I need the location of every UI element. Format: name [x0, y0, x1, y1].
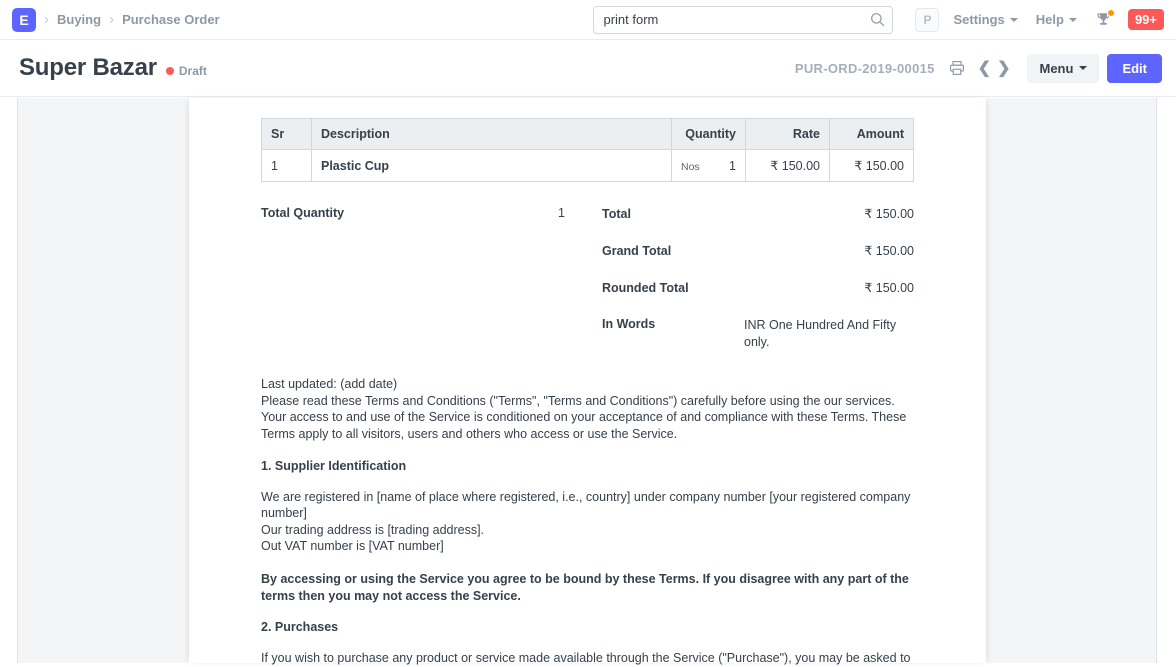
terms-para-1-line-2: Our trading address is [trading address].: [261, 522, 485, 537]
grand-total-value: ₹ 150.00: [864, 244, 914, 258]
breadcrumb-buying[interactable]: Buying: [57, 12, 102, 27]
totals-block: [587, 206, 914, 354]
work-area: [0, 98, 1176, 666]
cell-uom: Nos: [681, 160, 700, 173]
items-table: [261, 118, 914, 182]
in-words-row: [602, 317, 914, 350]
total-quantity-label: Total Quantity: [261, 206, 345, 220]
printer-icon: [949, 60, 965, 76]
items-table-body: [262, 150, 914, 182]
terms-intro-line-1: Please read these Terms and Conditions ("Terms", "Terms and Conditions") carefully before using the our services.: [261, 393, 895, 408]
settings-dropdown[interactable]: [953, 12, 1017, 27]
search-input[interactable]: [593, 6, 893, 34]
document-name: PUR-ORD-2019-00015: [794, 60, 935, 76]
edit-button[interactable]: Edit: [1107, 54, 1162, 83]
column-header-rate: Rate: [746, 119, 830, 150]
search-container: [593, 6, 893, 34]
notification-dot-icon: [1107, 9, 1115, 17]
status-dot-icon: [166, 67, 174, 75]
table-header-row: [262, 119, 914, 150]
terms-intro-line-2: Your access to and use of the Service is conditioned on your acceptance of and compliance with these Terms. These Terms apply to all visitors, users and others who access or use the Service.: [261, 410, 907, 441]
terms-heading-1: 1. Supplier Identification: [261, 458, 407, 473]
title-group: [19, 54, 207, 82]
cell-sr: 1: [262, 150, 312, 182]
settings-label: Settings: [953, 12, 1005, 27]
avatar[interactable]: P: [915, 8, 939, 32]
page-header: [0, 40, 1176, 97]
cell-rate: ₹ 150.00: [746, 150, 830, 182]
totals-section: [261, 206, 914, 354]
terms-last-updated: Last updated: (add date): [261, 377, 398, 391]
notification-count-badge[interactable]: 99+: [1128, 9, 1164, 30]
total-quantity-value: 1: [558, 206, 565, 220]
page-header-actions: [795, 54, 1162, 83]
status-label: Draft: [178, 64, 207, 78]
page-title: Super Bazar: [19, 54, 157, 81]
breadcrumb-separator-icon: ›: [109, 11, 115, 28]
total-quantity-block: [261, 206, 587, 354]
total-value: ₹ 150.00: [864, 207, 914, 221]
terms-para-1-line-1: We are registered in [name of place where registered, i.e., country] under company number [your registered company number]: [261, 489, 911, 521]
rounded-total-value: ₹ 150.00: [864, 281, 914, 295]
next-record-button[interactable]: ❯: [997, 60, 1011, 77]
cell-amount: ₹ 150.00: [830, 150, 914, 182]
rounded-total-row: [602, 280, 914, 295]
in-words-value: INR One Hundred And Fifty only.: [744, 318, 897, 349]
cell-quantity: [672, 150, 746, 182]
cell-quantity-value: 1: [729, 158, 736, 173]
menu-button[interactable]: [1027, 54, 1099, 83]
trophy-button[interactable]: [1095, 11, 1112, 28]
navbar-left: [0, 8, 220, 32]
column-header-description: Description: [312, 119, 672, 150]
print-button[interactable]: [949, 60, 965, 76]
total-row: [602, 206, 914, 221]
print-content: [189, 98, 986, 667]
status-badge: [166, 64, 207, 78]
print-preview-sheet: [189, 98, 986, 666]
grand-total-row: [602, 243, 914, 258]
rounded-total-label: Rounded Total: [602, 281, 689, 295]
previous-record-button[interactable]: ❮: [977, 60, 992, 77]
column-header-sr: Sr: [262, 119, 312, 150]
help-label: Help: [1035, 12, 1064, 27]
terms-heading-2: 2. Purchases: [261, 620, 339, 635]
total-label: Total: [602, 207, 631, 221]
total-quantity-row: [261, 206, 587, 220]
chevron-down-icon: [1069, 18, 1077, 22]
chevron-down-icon: [1010, 18, 1018, 22]
terms-and-conditions: [261, 376, 914, 667]
app-logo[interactable]: E: [12, 8, 36, 32]
terms-para-1-line-3: Out VAT number is [VAT number]: [261, 539, 444, 554]
chevron-down-icon: [1079, 66, 1087, 70]
breadcrumb-separator-icon: ›: [44, 11, 49, 28]
column-header-amount: Amount: [830, 119, 914, 150]
print-preview-backdrop: [17, 98, 1157, 666]
cell-description: Plastic Cup: [312, 150, 672, 182]
column-header-quantity: Quantity: [672, 119, 746, 150]
table-row: [262, 150, 914, 182]
grand-total-label: Grand Total: [602, 244, 672, 258]
in-words-label: In Words: [602, 317, 656, 331]
breadcrumb-purchase-order[interactable]: Purchase Order: [122, 12, 220, 27]
top-navbar: [0, 0, 1176, 40]
terms-bold-para: By accessing or using the Service you agree to be bound by these Terms. If you disagree with any part of the terms then you may not access the Service.: [261, 572, 909, 603]
menu-label: Menu: [1039, 60, 1074, 76]
navbar-right: [593, 6, 1176, 34]
items-table-head: [262, 119, 914, 150]
terms-para-2: If you wish to purchase any product or service made available through the Service ("Purchase"), you may be asked to: [261, 651, 911, 666]
help-dropdown[interactable]: [1036, 12, 1077, 27]
